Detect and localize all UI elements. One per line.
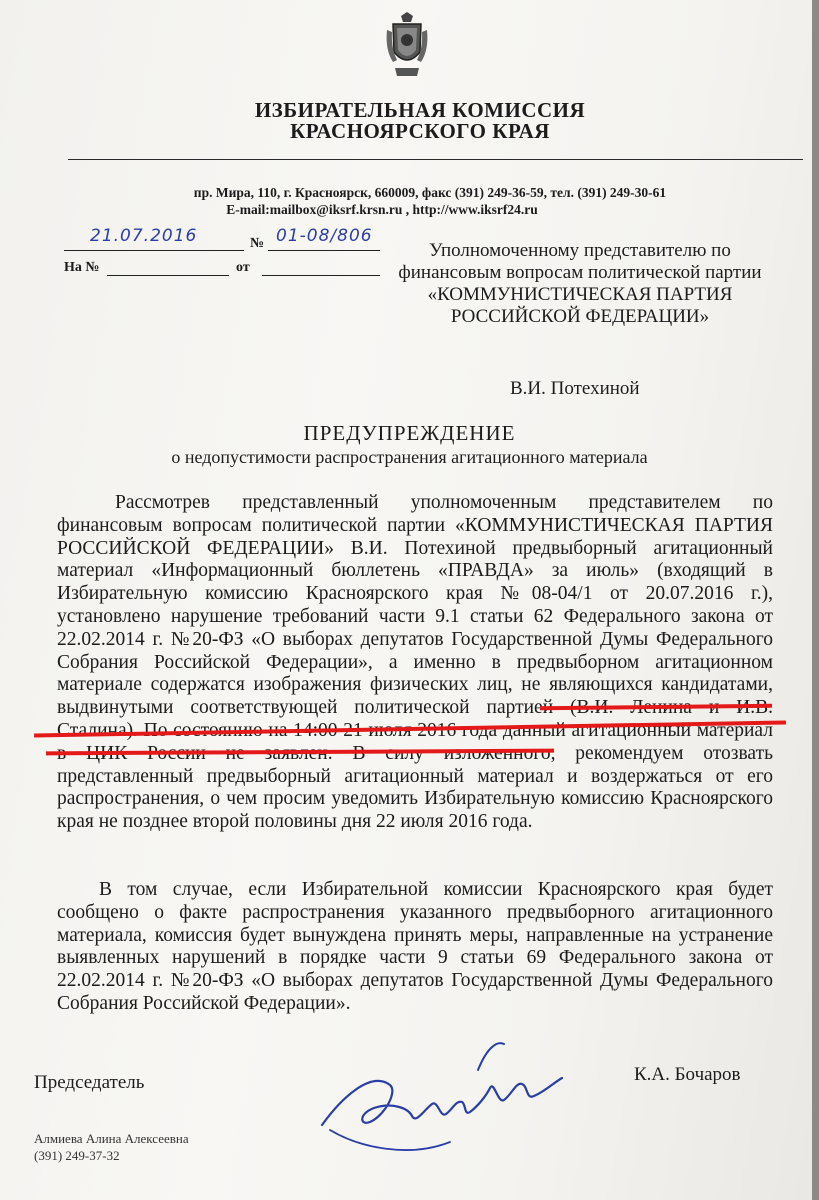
signatory-position: Председатель — [34, 1072, 145, 1093]
coat-of-arms-icon — [383, 10, 431, 82]
number-rule — [268, 250, 380, 251]
executor-name: Алмиева Алина Алексеевна — [34, 1131, 189, 1146]
document-subtitle: о недопустимости распространения агитационного материала — [171, 447, 648, 467]
from-rule — [262, 275, 380, 276]
signatory-name: К.А. Бочаров — [634, 1064, 741, 1085]
contacts-email: E-mail:mailbox@iksrf.krsn.ru , http://www.iksrf24.ru — [226, 202, 538, 217]
executor-phone: (391) 249-37-32 — [34, 1148, 120, 1163]
header-divider — [68, 159, 803, 160]
from-label: от — [236, 260, 250, 275]
reply-rule — [107, 275, 229, 276]
body-paragraph-1: Рассмотрев представленный уполномоченным представителем по финансовым вопросам политической партии «КОММУНИСТИЧЕСКАЯ ПАРТИЯ РОССИЙСКОЙ ФЕДЕРАЦИИ» В.И. Потехиной предвыборный агитационный материал «Информационный бюллетень «ПРАВДА» за июль» (входящий в Избирательную комиссию Красноярского края №08-04/1 от 20.07.2016 г.), установлено нарушение требований части 9.1 статьи 62 Федерального закона от 22.02.2014 г. №20-ФЗ «О выборах депутатов Государственной Думы Федерального Собрания Российской Федерации», а именно в предвыборном агитационном материале содержатся изображения физических лиц, не являющихся кандидатами, выдвинутыми соответствующей политической партией (В.И. Ленина и И.В. Сталина). По состоянию на 14:00 21 июля 2016 года данный агитационный материал в ЦИК России не заявлен. В силу изложенного, рекомендуем отозвать представленный предвыборный агитационный материал и воздержаться от его распространения, о чем просим уведомить Избирательную комиссию Красноярского края не позднее второй половины дня 22 июля 2016 года. — [57, 492, 773, 833]
contacts-address: пр. Мира, 110, г. Красноярск, 660009, факс (391) 249-36-59, тел. (391) 249-30-61 — [193, 185, 667, 200]
handwritten-date: 21.07.2016 — [90, 226, 198, 246]
date-rule — [64, 250, 244, 251]
org-name-line1: ИЗБИРАТЕЛЬНАЯ КОМИССИЯ — [254, 98, 586, 122]
handwritten-number: 01-08/806 — [276, 226, 373, 246]
recipient-name: В.И. Потехиной — [510, 378, 640, 399]
addressee-block: Уполномоченному представителю по финансовым вопросам политической партии «КОММУНИСТИЧЕСКАЯ ПАРТИЯ РОССИЙСКОЙ ФЕДЕРАЦИИ» — [398, 240, 762, 327]
reply-label: На № — [64, 260, 100, 275]
org-name-line2: КРАСНОЯРСКОГО КРАЯ — [290, 119, 550, 143]
handwritten-signature — [300, 1030, 580, 1165]
document-title: ПРЕДУПРЕЖДЕНИЕ — [303, 421, 516, 445]
number-label: № — [250, 236, 265, 251]
body-paragraph-2: В том случае, если Избирательной комиссии Красноярского края будет сообщено о факте распространения указанного предвыборного агитационного материала, комиссия будет вынуждена принять меры, направленные на устранение выявленных нарушений в порядке части 9 статьи 69 Федерального закона от 22.02.2014 г. №20-ФЗ «О выборах депутатов Государственной Думы Федерального Собрания Российской Федерации». — [57, 879, 773, 1014]
